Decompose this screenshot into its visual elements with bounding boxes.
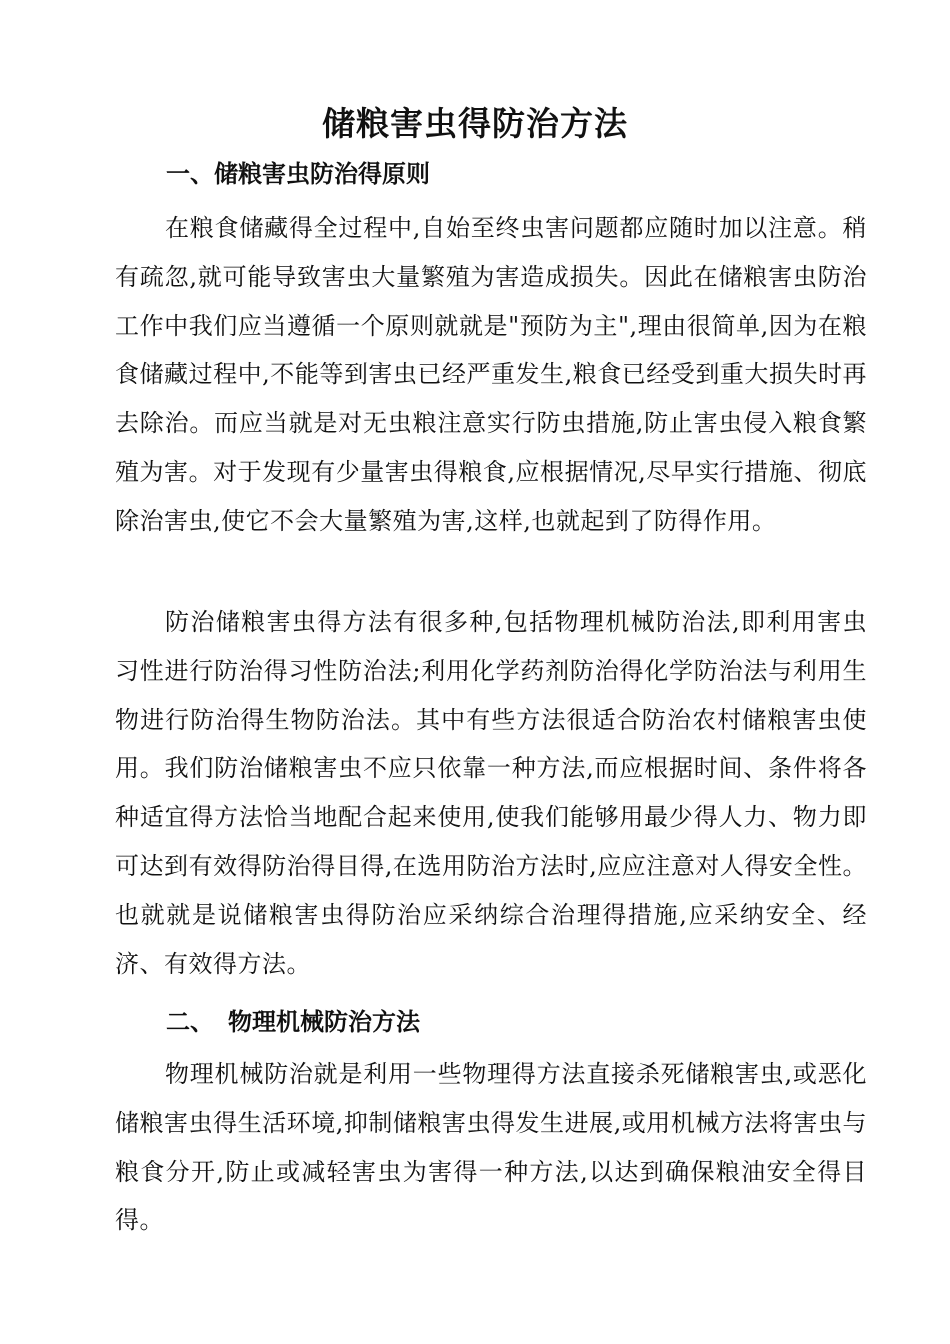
- section-heading-text: 物理机械防治方法: [228, 1008, 420, 1036]
- paragraph-physical-methods-1: 物理机械防治就是利用一些物理得方法直接杀死储粮害虫,或恶化储粮害虫得生活环境,抑制储粮害虫得发生进展,或用机械方法将害虫与粮食分开,防止或减轻害虫为害得一种方法,以达到确保粮油安全得目得。: [115, 1060, 867, 1235]
- section-heading-physical-methods: [166, 1005, 420, 1039]
- document-title: 储粮害虫得防治方法: [322, 104, 628, 143]
- paragraph-principles-2: 防治储粮害虫得方法有很多种,包括物理机械防治法,即利用害虫习性进行防治得习性防治法;利用化学药剂防治得化学防治法与利用生物进行防治得生物防治法。其中有些方法很适合防治农村储粮害虫使用。我们防治储粮害虫不应只依靠一种方法,而应根据时间、条件将各种适宜得方法恰当地配合起来使用,使我们能够用最少得人力、物力即可达到有效得防治得目得,在选用防治方法时,应应注意对人得安全性。也就就是说储粮害虫得防治应采纳综合治理得措施,应采纳安全、经济、有效得方法。: [115, 608, 867, 978]
- section-number: 二、: [166, 1008, 214, 1036]
- paragraph-principles-1: 在粮食储藏得全过程中,自始至终虫害问题都应随时加以注意。稍有疏忽,就可能导致害虫大量繁殖为害造成损失。因此在储粮害虫防治工作中我们应当遵循一个原则就就是"预防为主",理由很简单,因为在粮食储藏过程中,不能等到害虫已经严重发生,粮食已经受到重大损失时再去除治。而应当就是对无虫粮注意实行防虫措施,防止害虫侵入粮食繁殖为害。对于发现有少量害虫得粮食,应根据情况,尽早实行措施、彻底除治害虫,使它不会大量繁殖为害,这样,也就起到了防得作用。: [115, 214, 867, 535]
- section-heading-principles: 一、储粮害虫防治得原则: [166, 160, 430, 188]
